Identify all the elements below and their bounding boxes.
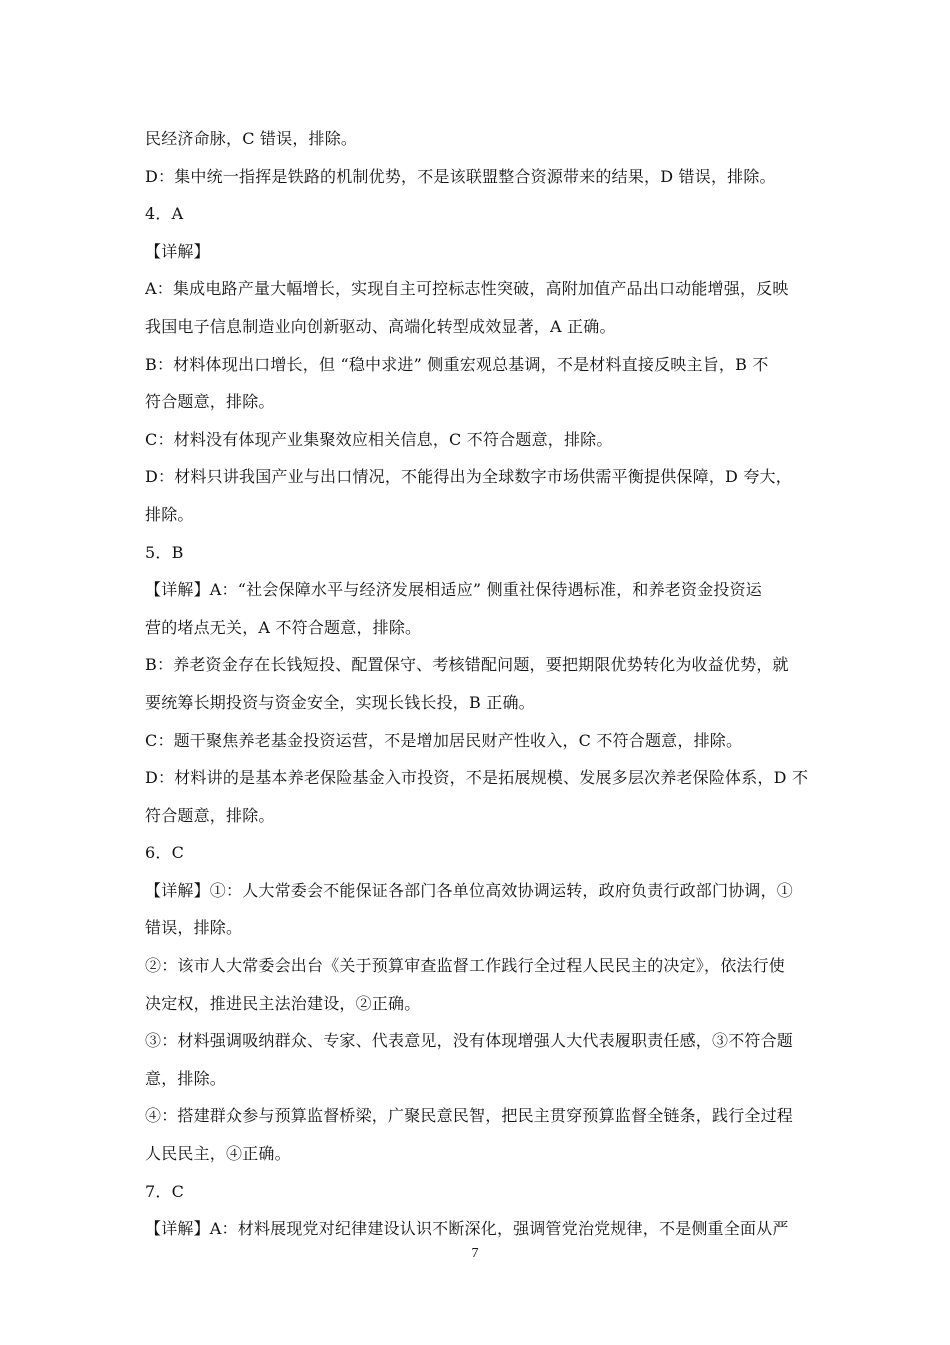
text-line-1: 民经济命脉，C 错误，排除。 xyxy=(145,129,358,148)
text-line-10: D：材料只讲我国产业与出口情况，不能得出为全球数字市场供需平衡提供保障，D 夸大， xyxy=(145,467,792,487)
text-line-11: 排除。 xyxy=(145,504,194,524)
text-line-24: 决定权，推进民主法治建设，②正确。 xyxy=(145,993,421,1013)
question-4-detail-heading: 【详解】 xyxy=(145,241,210,261)
text-line-2: D：集中统一指挥是铁路的机制优势，不是该联盟整合资源带来的结果，D 错误，排除。 xyxy=(145,166,776,186)
text-line-23: ②：该市人大常委会出台《关于预算审查监督工作践行全过程人民民主的决定》，依法行使 xyxy=(145,956,786,976)
text-line-7: B：材料体现出口增长，但 “稳中求进” 侧重宏观总基调，不是材料直接反映主旨，B 不 xyxy=(145,354,769,374)
text-line-19: 符合题意，排除。 xyxy=(145,805,275,825)
page-body xyxy=(145,120,810,1248)
text-line-5: A：集成电路产量大幅增长，实现自主可控标志性突破，高附加值产品出口动能增强，反映 xyxy=(145,279,789,299)
text-line-27: ④：搭建群众参与预算监督桥梁，广聚民意民智，把民主贯穿预算监督全链条，践行全过程 xyxy=(145,1106,794,1126)
text-line-30: 【详解】A：材料展现党对纪律建设认识不断深化，强调管党治党规律，不是侧重全面从严 xyxy=(145,1219,789,1239)
text-line-26: 意，排除。 xyxy=(145,1068,227,1088)
text-line-8: 符合题意，排除。 xyxy=(145,392,275,412)
text-line-15: B：养老资金存在长钱短投、配置保守、考核错配问题，要把期限优势转化为收益优势，就 xyxy=(145,655,789,675)
text-line-9: C：材料没有体现产业集聚效应相关信息，C 不符合题意，排除。 xyxy=(145,429,613,449)
text-line-6: 我国电子信息制造业向创新驱动、高端化转型成效显著，A 正确。 xyxy=(145,316,616,336)
text-line-16: 要统筹长期投资与资金安全，实现长钱长投，B 正确。 xyxy=(145,692,535,712)
text-line-17: C：题干聚焦养老基金投资运营，不是增加居民财产性收入，C 不符合题意，排除。 xyxy=(145,730,743,750)
page-number: 7 xyxy=(471,1246,479,1261)
text-line-14: 营的堵点无关，A 不符合题意，排除。 xyxy=(145,617,422,637)
text-line-18: D：材料讲的是基本养老保险基金入市投资，不是拓展规模、发展多层次养老保险体系，D 不 xyxy=(145,768,809,788)
text-line-13: 【详解】A：“社会保障水平与经济发展相适应” 侧重社保待遇标准，和养老资金投资运 xyxy=(145,580,763,600)
text-line-28: 人民民主，④正确。 xyxy=(145,1144,291,1164)
question-5-answer: 5．B xyxy=(145,542,184,562)
text-line-25: ③：材料强调吸纳群众、专家、代表意见，没有体现增强人大代表履职责任感，③不符合题 xyxy=(145,1031,794,1051)
question-6-answer: 6．C xyxy=(145,843,185,863)
text-line-22: 错误，排除。 xyxy=(145,918,243,938)
question-7-answer: 7．C xyxy=(145,1181,185,1201)
question-4-answer: 4．A xyxy=(145,204,184,224)
text-line-21: 【详解】①：人大常委会不能保证各部门各单位高效协调运转，政府负责行政部门协调，① xyxy=(145,880,794,900)
